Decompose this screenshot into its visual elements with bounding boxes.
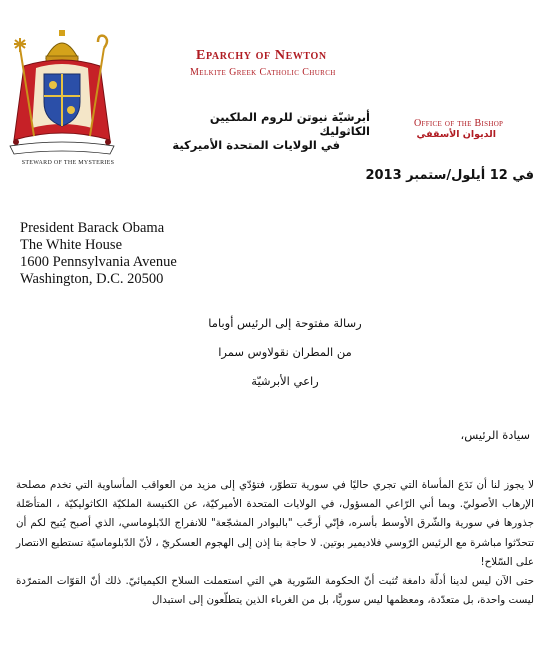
eparchy-crest-logo [6,28,118,166]
recipient-line: 1600 Pennsylvania Avenue [20,254,177,270]
body-paragraph: لا يجوز لنا أن نَدَع المأساة التي تجري حاليًا في سورية تتطوّر، فتؤدّي إلى مزيد من العواقب المأساوية التي تخدم مصلحة الإرهاب الأصوليّ. وبما أني الرّاعي المسؤول، في الولايات المتحدة الأميركيّة، عن الكنيسة الملكيّة الكاثوليكيّة ، المتأصّلة جذورها في سورية والشّرق الأوسط بأسره، فإنّي أرحّب "بالبوادر المشجّعة" للانفراج الدّبلوماسي، الذي أصبح يُتيح لكم أن تتحدّثوا مباشرة مع الرئيس الرّوسي فلاديمير بوتين. لا حاجة بنا إذن إلى الهجوم العسكريّ ، لأنّ الدّبلوماسيّة تستطيع الانتصار على السّلاح! [16,479,534,568]
letter-author: من المطران نقولاوس سمرا [218,345,352,359]
recipient-line: President Barack Obama [20,220,165,236]
recipient-line: The White House [20,237,123,253]
crest-icon [6,28,118,156]
salutation: سيادة الرئيس، [460,428,530,442]
arabic-eparchy-country: في الولايات المتحدة الأميركية [172,138,340,152]
eparchy-title: Eparchy of Newton [196,48,327,63]
letter-author-role: راعي الأبرشيّة [251,374,319,388]
recipient-address [20,220,177,288]
body-paragraph: حتى الآن ليس لدينا أدلّة دامغة تُثبت أنّ الحكومة السّورية هي التي استعملت السلاح الكيميائيّ. ذلك أنّ القوّات المتمرّدة ليست واحدة، بل متعدّدة، ومعظمها ليس سوريًّا، بل من الغرباء الذين يتطلّعون إلى استبدال [16,575,534,607]
letter-title: رسالة مفتوحة إلى الرئيس أوباما [208,316,362,330]
letter-date: في 12 أيلول/ستمبر 2013 [365,168,534,183]
recipient-line: Washington, D.C. 20500 [20,271,164,287]
office-of-bishop-en: Office of the Bishop [414,118,504,129]
office-of-bishop-ar: الديوان الأسقفي [416,129,496,140]
letter-body [16,476,534,610]
crest-motto: STEWARD OF THE MYSTERIES [21,160,115,166]
eparchy-subtitle: Melkite Greek Catholic Church [190,67,336,78]
arabic-eparchy-name: أبرشيّة نيوتن للروم الملكيين الكاثوليك [209,110,370,138]
